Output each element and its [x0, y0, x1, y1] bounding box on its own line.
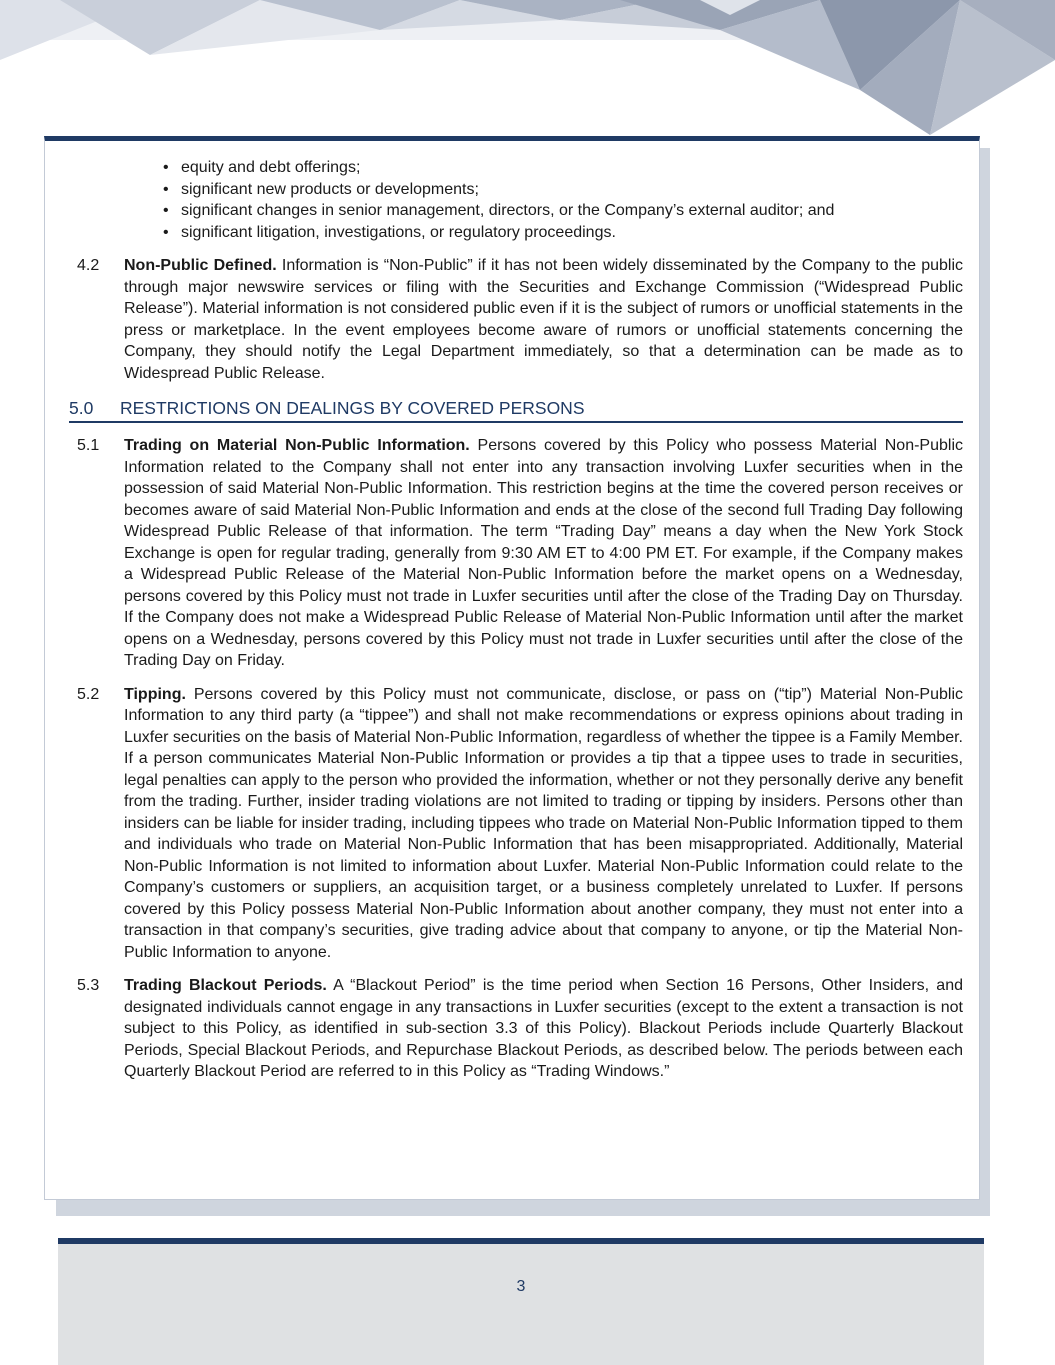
subsection-number: 4.2 — [77, 257, 100, 274]
subsection-body: A “Blackout Period” is the time period when Section 16 Persons, Other Insiders, and designated individuals cannot engage in any transactions in Luxfer securities (except to the extent a transaction is not subject to this Policy, as identified in sub-section 3.3 of this Policy). Blackout Periods include Quarterly Blackout Periods, Special Blackout Periods, and Repurchase Blackout Periods, as described below. The periods between each Quarterly Blackout Period are referred to in this Policy as “Trading Windows.” — [124, 977, 963, 1080]
header-geometric-art — [0, 0, 1055, 140]
subsection-number: 5.2 — [77, 685, 100, 703]
subsection-4-2 — [77, 255, 963, 384]
bullet-item: • significant new products or developments; — [163, 179, 963, 201]
document-body — [69, 157, 964, 1095]
subsection-title: Non-Public Defined. — [124, 257, 277, 274]
subsection-number: 5.3 — [77, 977, 100, 994]
subsection-title: Tipping. — [124, 685, 186, 703]
subsection-body: Information is “Non-Public” if it has not been widely disseminated by the Company to the public through major newswire services or filing with the Securities and Exchange Commission (“Widespread Public Release”). Material information is not considered public even if it is the subject of rumors or unofficial statements in the press or marketplace. In the event employees become aware of rumors or unofficial statements concerning the Company, they should notify the Legal Department immediately, so that a determination can be made as to Widespread Public Release. — [124, 257, 964, 382]
subsection-body: Persons covered by this Policy who possess Material Non-Public Information related to the Company shall not enter into any transaction involving Luxfer securities when in the possession of said Material Non-Public Information. This restriction begins at the time the covered person receives or becomes aware of said Material Non-Public Information and ends at the close of the second full Trading Day following Widespread Public Release of that information. The term “Trading Day” means a day when the New York Stock Exchange is open for regular trading, generally from 9:30 AM ET to 4:00 PM ET. For example, if the Company makes a Widespread Public Release of the Material Non-Public Information before the market opens on a Wednesday, persons covered by this Policy must not trade in Luxfer securities until after the close of the Trading Day on Thursday. If the Company does not make a Widespread Public Release of Material Non-Public Information until after the market opens on a Wednesday, persons covered by this Policy must not trade in Luxfer securities until after the close of the Trading Day on Friday. — [124, 437, 964, 669]
subsection-5-3 — [77, 975, 963, 1083]
section-heading-5 — [69, 396, 963, 423]
subsection-title: Trading Blackout Periods. — [124, 977, 327, 994]
section-number: 5.0 — [69, 398, 94, 418]
subsection-title: Trading on Material Non-Public Information. — [124, 437, 470, 454]
subsection-5-2 — [77, 684, 963, 964]
section-title: RESTRICTIONS ON DEALINGS BY COVERED PERSONS — [120, 398, 585, 418]
page-footer — [58, 1238, 984, 1365]
bullet-item: • equity and debt offerings; — [163, 157, 963, 179]
subsection-5-1 — [77, 435, 963, 672]
content-card — [44, 136, 980, 1200]
subsection-body: Persons covered by this Policy must not communicate, disclose, or pass on (“tip”) Material Non-Public Information to any third party (a “tippee”) and shall not make recommendations or express opinions about trading in Luxfer securities on the basis of Material Non-Public Information, regardless of whether the tippee is a Family Member. If a person communicates Material Non-Public Information or provides a tip that a tippee uses to trade in securities, legal penalties can apply to the person who provided the information, whether or not they personally derive any benefit from the trading. Further, insider trading violations are not limited to trading or tipping by insiders. Persons other than insiders can be liable for insider trading, including tippees who trade on Material Non-Public Information tipped to them and individuals who trade on Material Non-Public Information that has been misappropriated. Additionally, Material Non-Public Information is not limited to information about Luxfer. Material Non-Public Information could relate to the Company’s customers or suppliers, an acquisition target, or a business completely unrelated to Luxfer. If persons covered by this Policy possess Material Non-Public Information about another company, they must not enter into a transaction in that company’s securities, give trading advice about that company to anyone, or tip the Material Non-Public Information to anyone. — [124, 685, 963, 961]
bullet-item: • significant litigation, investigations, or regulatory proceedings. — [163, 222, 963, 244]
disclosure-bullet-list — [77, 157, 963, 243]
subsection-number: 5.1 — [77, 437, 100, 454]
bullet-item: • significant changes in senior management, directors, or the Company’s external auditor; and — [163, 200, 963, 222]
page-number: 3 — [516, 1278, 526, 1295]
